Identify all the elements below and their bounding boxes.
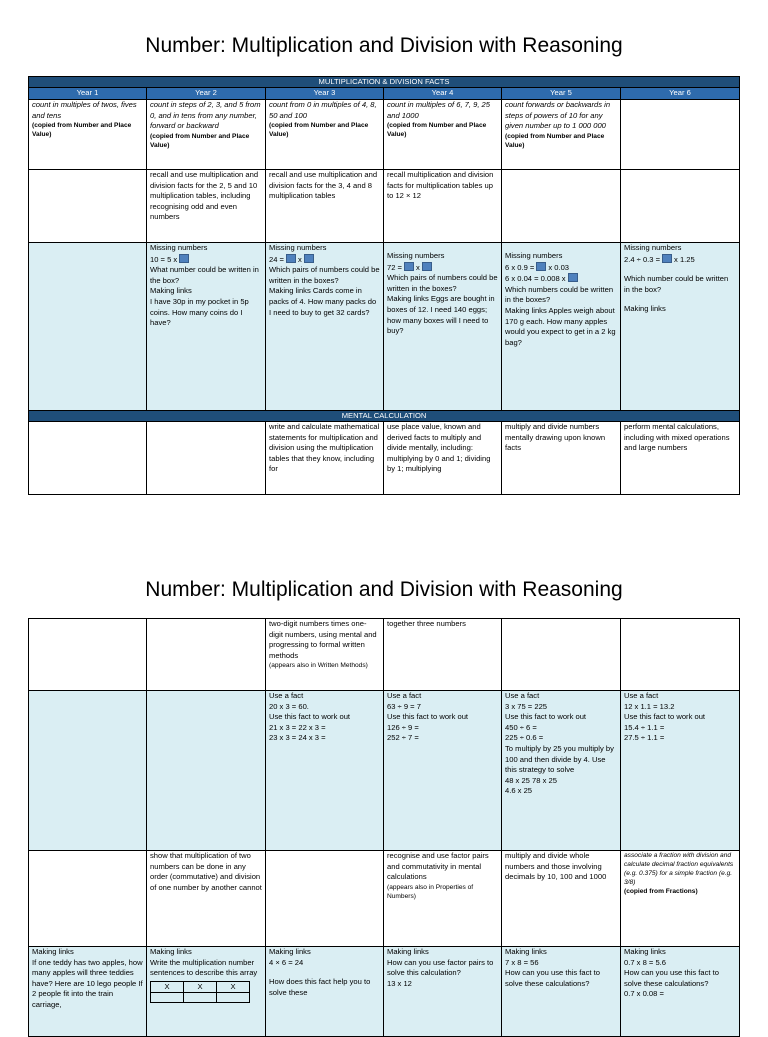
cell-y2	[147, 691, 266, 851]
objective-text: recall and use multiplication and division facts for the 2, 5 and 10 multiplication tables, including recognising odd and even numbers	[150, 170, 259, 222]
missing-box-icon	[179, 254, 189, 263]
cell-y5	[502, 691, 621, 851]
fact-line: 126 ÷ 9 =	[387, 722, 419, 732]
cell-y2	[147, 100, 266, 170]
copied-note: (copied from Number and Place Value)	[32, 122, 132, 139]
note-text: (appears also in Written Methods)	[269, 662, 368, 670]
page-2	[0, 512, 768, 1024]
fact-line: 3 x 75 = 225	[505, 701, 548, 711]
heading-text: Making links	[505, 947, 547, 956]
cell-y3	[266, 691, 384, 851]
cell-y3	[266, 243, 384, 411]
year-header: Year 4	[384, 88, 502, 100]
fact-line: Use this fact to work out	[505, 712, 587, 722]
fact-line: 13 x 12	[387, 978, 412, 988]
missing-box-icon	[286, 254, 296, 263]
objective-text: multiply and divide numbers mentally drawing upon known facts	[505, 422, 606, 453]
fact-line: 48 x 25 78 x 25	[505, 775, 557, 785]
objective-text: together three numbers	[387, 619, 466, 628]
cell-y5	[502, 851, 621, 947]
cell-y2	[147, 947, 266, 1037]
heading-text: Use a fact	[269, 691, 304, 700]
cell-y3	[266, 170, 384, 243]
equation: 6 x 0.9 = x 0.03	[505, 262, 570, 272]
fact-line: 7 x 8 = 56	[505, 957, 539, 967]
objective-text: recall multiplication and division facts for multiplication tables up to 12 × 12	[387, 170, 494, 201]
fact-line: To multiply by 25 you multiply by 100 and then divide by 4. Use this strategy to solve	[505, 743, 614, 775]
task-text: If one teddy has two apples, how many apples will three teddies have? Here are 10 lego people If 2 people fit into the train carriage,	[32, 957, 143, 1009]
cell-y4	[384, 619, 502, 691]
year-header: Year 6	[621, 88, 740, 100]
task-text: I have 30p in my pocket in 5p coins. How many coins do I have?	[150, 296, 249, 328]
question-text: How can you use this fact to solve these calculations?	[505, 968, 600, 988]
cell-y5	[502, 243, 621, 411]
question-text: Which pairs of numbers could be written in the boxes?	[387, 273, 498, 293]
heading-text: Use a fact	[387, 691, 422, 700]
copied-note: (copied from Number and Place Value)	[387, 122, 487, 139]
cell-y5	[502, 619, 621, 691]
objective-text: recall and use multiplication and division facts for the 3, 4 and 8 multiplication tables	[269, 170, 378, 201]
table-row	[29, 170, 740, 243]
cell-y2	[147, 170, 266, 243]
objective-text: count in multiples of twos, fives and tens	[32, 100, 137, 120]
page-1	[0, 0, 768, 512]
heading-text: Missing numbers	[269, 243, 327, 252]
heading-text: Missing numbers	[387, 251, 445, 260]
heading-text: Making links	[150, 286, 192, 296]
heading-text: Use a fact	[624, 691, 659, 700]
fact-line: 27.5 ÷ 1.1 =	[624, 733, 665, 743]
equation: 72 = x	[387, 262, 498, 274]
question-text: How can you use factor pairs to solve this calculation?	[387, 957, 494, 978]
copied-note: (copied from Fractions)	[624, 888, 698, 895]
array-grid	[150, 981, 250, 1004]
cell-y5	[502, 422, 621, 495]
objective-text: use place value, known and derived facts to multiply and divide mentally, including: multiplying by 0 and 1; dividing by 1; multiplying	[387, 422, 491, 474]
objective-text: write and calculate mathematical statements for multiplication and division using the multiplication tables that they know, including for	[269, 422, 380, 474]
cell-y1	[29, 851, 147, 947]
cell-y4	[384, 851, 502, 947]
missing-box-icon	[422, 262, 432, 271]
fact-line: Use this fact to work out	[387, 712, 469, 722]
objective-text: perform mental calculations, including with mixed operations and large numbers	[624, 422, 730, 453]
fact-line: 0.7 x 8 = 5.6	[624, 957, 667, 967]
cell-y6	[621, 243, 740, 411]
objective-text: count from 0 in multiples of 4, 8, 50 and 100	[269, 100, 377, 120]
objective-text: two-digit numbers times one-digit numbers, using mental and progressing to formal written methods	[269, 619, 377, 660]
array-cell: X	[184, 981, 217, 993]
copied-note: (copied from Number and Place Value)	[269, 122, 369, 139]
heading-text: Missing numbers	[150, 243, 208, 252]
question-text: Which number could be written in the box?	[624, 274, 729, 294]
cell-y1	[29, 243, 147, 411]
table-row	[29, 100, 740, 170]
missing-box-icon	[404, 262, 414, 271]
missing-box-icon	[662, 254, 672, 263]
cell-y6	[621, 422, 740, 495]
cell-y2	[147, 243, 266, 411]
cell-y3	[266, 100, 384, 170]
cell-y4	[384, 691, 502, 851]
cell-y6	[621, 100, 740, 170]
cell-y6	[621, 947, 740, 1037]
equation: 24 = x	[269, 254, 380, 266]
cell-y4	[384, 100, 502, 170]
equation: 6 x 0.04 = 0.008 x	[505, 273, 617, 285]
fact-line: 21 x 3 = 22 x 3 =	[269, 722, 326, 732]
array-cell	[217, 993, 250, 1003]
question-text: What number could be written in the box?	[150, 265, 259, 285]
fact-line: 63 ÷ 9 = 7	[387, 701, 421, 711]
missing-box-icon	[304, 254, 314, 263]
cell-y6	[621, 619, 740, 691]
objective-text: count forwards or backwards in steps of powers of 10 for any given number up to 1 000 000	[505, 100, 611, 131]
table-row	[29, 422, 740, 495]
cell-y5	[502, 947, 621, 1037]
heading-text: Missing numbers	[624, 243, 682, 252]
question-text: Which pairs of numbers could be written in the boxes?	[269, 265, 380, 285]
year-header: Year 5	[502, 88, 621, 100]
section-header-facts: MULTIPLICATION & DIVISION FACTS	[29, 77, 740, 88]
array-cell	[184, 993, 217, 1003]
equation: 10 = 5 x	[150, 254, 262, 266]
heading-text: Making links	[387, 947, 429, 956]
cell-y4	[384, 170, 502, 243]
missing-box-icon	[568, 273, 578, 282]
heading-text: Making links	[269, 947, 311, 956]
cell-y4	[384, 243, 502, 411]
cell-y5	[502, 170, 621, 243]
task-text: Making links Cards come in packs of 4. How many packs do I need to buy to get 32 cards?	[269, 286, 377, 317]
fact-line: 225 ÷ 0.6 =	[505, 733, 544, 743]
heading-text: Missing numbers	[505, 251, 563, 260]
task-text: Making links Eggs are bought in boxes of 12. I need 140 eggs; how many boxes will I need to buy?	[387, 294, 495, 336]
cell-y2	[147, 851, 266, 947]
cell-y1	[29, 422, 147, 495]
objective-text: count in steps of 2, 3, and 5 from 0, and in tens from any number, forward or backward	[150, 100, 261, 131]
array-cell: X	[151, 981, 184, 993]
objective-text: recognise and use factor pairs and commutativity in mental calculations	[387, 851, 489, 882]
array-cell	[151, 993, 184, 1003]
fact-line: 23 x 3 = 24 x 3 =	[269, 733, 326, 743]
cell-y4	[384, 947, 502, 1037]
page-title: Number: Multiplication and Division with Reasoning	[145, 34, 623, 57]
table-row	[29, 619, 740, 691]
mental-table	[28, 618, 740, 1037]
heading-text: Making links	[150, 947, 192, 956]
fact-line: 20 x 3 = 60.	[269, 701, 309, 711]
year-header: Year 1	[29, 88, 147, 100]
objective-text: multiply and divide whole numbers and those involving decimals by 10, 100 and 1000	[505, 851, 607, 882]
question-text: How can you use this fact to solve these calculations?	[624, 968, 719, 988]
fact-line: 4.6 x 25	[505, 786, 533, 796]
cell-y4	[384, 422, 502, 495]
fact-line: Use this fact to work out	[269, 712, 351, 722]
year-header: Year 2	[147, 88, 266, 100]
objective-text: show that multiplication of two numbers can be done in any order (commutative) and division of one number by another cannot	[150, 851, 262, 892]
fact-line: 15.4 ÷ 1.1 =	[624, 722, 665, 732]
fact-line: 4 × 6 = 24	[269, 957, 304, 967]
objective-text: associate a fraction with division and calculate decimal fraction equivalents (e.g. 0.375) for a simple fraction (e.g. 3/8)	[624, 852, 734, 886]
missing-box-icon	[536, 262, 546, 271]
cell-y1	[29, 691, 147, 851]
facts-table	[28, 76, 740, 495]
heading-text: Making links	[624, 304, 666, 314]
heading-text: Making links	[624, 947, 666, 956]
table-row	[29, 243, 740, 411]
task-text: Write the multiplication number sentences to describe this array	[150, 957, 258, 978]
copied-note: (copied from Number and Place Value)	[505, 132, 605, 149]
cell-y2	[147, 619, 266, 691]
cell-y3	[266, 619, 384, 691]
equation: 2.4 ÷ 0.3 = x 1.25	[624, 254, 695, 264]
question-text: How does this fact help you to solve these	[269, 977, 371, 997]
copied-note: (copied from Number and Place Value)	[150, 132, 250, 149]
fact-line: Use this fact to work out	[624, 712, 706, 722]
task-text: Making links Apples weigh about 170 g each. How many apples would you expect to get in a 2 kg bag?	[505, 305, 616, 347]
array-cell: X	[217, 981, 250, 993]
cell-y3	[266, 851, 384, 947]
table-row	[29, 851, 740, 947]
fact-line: 12 x 1.1 = 13.2	[624, 701, 675, 711]
table-row	[29, 691, 740, 851]
cell-y3	[266, 422, 384, 495]
fact-line: 252 ÷ 7 =	[387, 733, 419, 743]
cell-y5	[502, 100, 621, 170]
objective-text: count in multiples of 6, 7, 9, 25 and 1000	[387, 100, 490, 120]
heading-text: Making links	[32, 947, 74, 956]
cell-y6	[621, 691, 740, 851]
table-row	[29, 947, 740, 1037]
page-title: Number: Multiplication and Division with Reasoning	[145, 578, 623, 601]
fact-line: 450 ÷ 6 =	[505, 722, 537, 732]
cell-y2	[147, 422, 266, 495]
cell-y1	[29, 170, 147, 243]
cell-y6	[621, 170, 740, 243]
question-text: Which numbers could be written in the boxes?	[505, 284, 614, 305]
cell-y3	[266, 947, 384, 1037]
cell-y1	[29, 619, 147, 691]
note-text: (appears also in Properties of Numbers)	[387, 883, 474, 900]
cell-y1	[29, 947, 147, 1037]
cell-y6	[621, 851, 740, 947]
section-header-mental: MENTAL CALCULATION	[29, 411, 740, 422]
fact-line: 0.7 x 0.08 =	[624, 989, 664, 999]
heading-text: Use a fact	[505, 691, 540, 700]
year-header: Year 3	[266, 88, 384, 100]
cell-y1	[29, 100, 147, 170]
